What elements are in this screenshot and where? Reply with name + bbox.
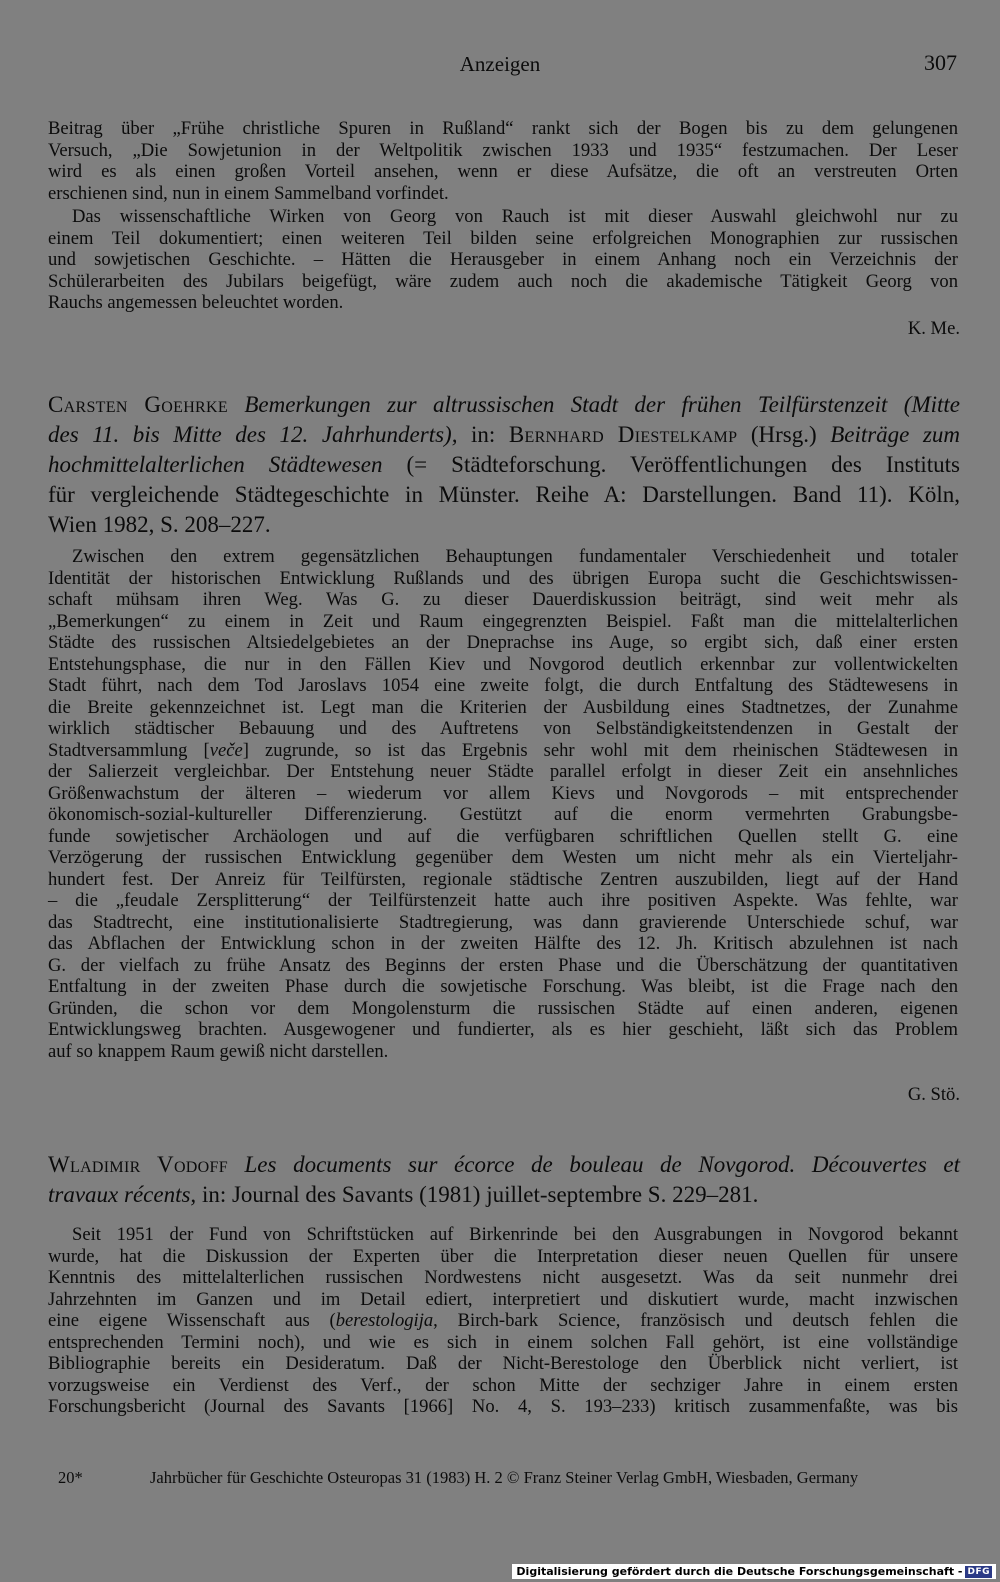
citation-pages: Wien 1982, S. 208–227. (48, 512, 271, 537)
review1-signature: K. Me. (907, 318, 960, 339)
signature-mark: 20* (58, 1468, 83, 1487)
citation-goehrke (48, 390, 960, 540)
text-line: das Stadtrecht, eine institutionalisierte Stadtregierung, was dann gravierende Unterschiede schuf, war (48, 911, 958, 933)
text-fragment: , Birch-bark Science, französisch und deutsch fehlen die (433, 1310, 958, 1331)
review3-paragraph (48, 1224, 958, 1418)
term-berestologija: berestologija (335, 1310, 434, 1331)
text-line: funde sowjetischer Archäologen und auf die verfügbaren schriftlichen Quellen stellt G. eine (48, 825, 958, 847)
citation-series: (= Städteforschung. Veröffentlichungen des Instituts (382, 452, 961, 477)
review2-signature: G. Stö. (907, 1084, 960, 1105)
text-line (48, 740, 958, 762)
text-line: schaft mühsam ihren Weg. Was G. zu dieser Dauerdiskussion beiträgt, sind weit mehr als (48, 589, 958, 610)
review1-paragraph-2 (48, 206, 958, 314)
dfg-notice-text: Digitalisierung gefördert durch die Deutsche Forschungsgemeinschaft - (516, 1565, 963, 1578)
citation-title: travaux récents, (48, 1182, 197, 1207)
citation-author: Carsten Goehrke (48, 392, 228, 417)
text-line: vorzugsweise ein Verdienst des Verf., der schon Mitte der sechziger Jahre in einem ersten (48, 1374, 958, 1396)
text-line: Rauchs angemessen beleuchtet worden. (48, 292, 344, 313)
text-line: das Abflachen der Entwicklung schon in der zweiten Hälfte des 12. Jh. Kritisch abzulehnen ist nach (48, 933, 958, 954)
citation-vodoff (48, 1150, 960, 1210)
text-line: Identität der historischen Entwicklung Rußlands und des übrigen Europa sucht die Geschichtswissen- (48, 567, 958, 589)
text-line: Jahrzehnten im Ganzen und im Detail ediert, interpretiert und diskutiert wurde, macht inzwischen (48, 1288, 958, 1310)
citation-title: Bemerkungen zur altrussischen Stadt der frühen Teilfürstenzeit (Mitte (244, 392, 960, 417)
citation-book-title: Beiträge zum (830, 422, 960, 447)
text-line: „Bemerkungen“ zu einem in Zeit und Raum eingegrenzten Beispiel. Faßt man die mittelalterlichen (48, 610, 958, 632)
text-line: Beitrag über „Frühe christliche Spuren in Rußland“ rankt sich der Bogen bis zu dem gelungenen (48, 118, 958, 139)
text-line: wurde, hat die Diskussion der Experten über die Interpretation dieser neuen Quellen für unsere (48, 1245, 958, 1267)
text-line: wirklich städtischer Bebauung und des Auftretens von Selbständigkeitstendenzen in Gestalt der (48, 718, 958, 739)
review1-paragraph-1 (48, 118, 958, 204)
citation-in: in: (457, 422, 509, 447)
text-line: hundert fest. Der Anreiz für Teilfürsten, regionale städtische Zentren auszubilden, liegt auf der Hand (48, 868, 958, 890)
text-line: Seit 1951 der Fund von Schriftstücken auf Birkenrinde bei den Ausgrabungen in Novgorod bekannt (72, 1224, 958, 1245)
text-line: wird es als einen großen Vorteil ansehen, wenn er diese Aufsätze, die oft an verstreuten Orten (48, 161, 958, 182)
running-header-title: Anzeigen (459, 52, 541, 76)
text-line: die Breite gekennzeichnet ist. Legt man die Kriterien der Ausbildung eines Stadtnetzes, der Zunahme (48, 696, 958, 718)
text-line: Städte des russischen Altsiedelgebietes an der Dneprachse ins Auge, so ergibt sich, daß einer ersten (48, 632, 958, 653)
text-line: Entfaltung in der zweiten Phase durch die sowjetische Forschung. Was bleibt, ist die Frage nach den (48, 976, 958, 997)
term-veche: veče (209, 739, 243, 761)
text-fragment: Stadtversammlung [ (48, 739, 210, 761)
citation-source: in: Journal des Savants (1981) juillet-septembre S. 229–281. (196, 1182, 759, 1207)
text-line: Bibliographie bereits ein Desideratum. Daß der Nicht-Berestologe den Überblick nicht verliert, ist (48, 1353, 958, 1374)
dfg-logo: DFG (967, 1566, 990, 1577)
text-fragment: ] zugrunde, so ist das Ergebnis sehr wohl mit dem rheinischen Städtewesen in (242, 739, 959, 761)
citation-editor-role: (Hrsg.) (737, 422, 831, 447)
text-line: Versuch, „Die Sowjetunion in der Weltpolitik zwischen 1933 und 1935“ festzumachen. Der Leser (48, 139, 958, 161)
text-line: ökonomisch-sozial-kultureller Differenzierung. Gestützt auf die enorm vermehrten Grabungsbe- (48, 804, 958, 825)
text-line: erschienen sind, nun in einem Sammelband vorfindet. (48, 182, 449, 204)
page-number: 307 (924, 50, 957, 75)
text-line: entsprechenden Termini noch), und wie es sich in einem solchen Fall gehört, ist eine vollständige (48, 1331, 958, 1353)
text-line: Größenwachstum der älteren – wiederum vor allem Kievs und Novgorods – mit entsprechender (48, 782, 958, 804)
citation-title: des 11. bis Mitte des 12. Jahrhunderts), (48, 422, 458, 447)
page-footer (58, 1468, 958, 1488)
text-line: Kenntnis des mittelalterlichen russischen Nordwestens nicht ausgesetzt. Was da seit nunmehr drei (48, 1267, 958, 1288)
text-line: – die „feudale Zersplitterung“ der Teilfürstenzeit hatte auch ihre positiven Aspekte. Was fehlte, war (48, 890, 958, 911)
text-line: auf so knappem Raum gewiß nicht darstellen. (48, 1040, 389, 1062)
dfg-notice (512, 1564, 996, 1579)
text-line: Schülerarbeiten des Jubilars beigefügt, wäre zudem auch noch die akademische Tätigkeit Georg von (48, 270, 958, 292)
citation-series: für vergleichende Städtegeschichte in Münster. Reihe A: Darstellungen. Band 11). Köln, (48, 482, 960, 507)
text-line: Gründen, die schon vor dem Mongolensturm die russischen Städte auf einen anderen, eigenen (48, 997, 958, 1019)
text-line: Verzögerung der russischen Entwicklung gegenüber dem Westen um nicht mehr als ein Vierteljahr- (48, 847, 958, 868)
review2-paragraph (48, 546, 958, 1062)
citation-book-title: hochmittelalterlichen Städtewesen (48, 452, 383, 477)
text-line: Entwicklungsweg brachten. Ausgewogener und fundierter, als es hier geschieht, läßt sich das Problem (48, 1019, 958, 1040)
text-line: G. der vielfach zu frühe Ansatz des Beginns der ersten Phase und die Überschätzung der quantitativen (48, 954, 958, 976)
text-line: und sowjetischen Geschichte. – Hätten die Herausgeber in einem Anhang noch ein Verzeichnis der (48, 249, 958, 270)
journal-imprint: Jahrbücher für Geschichte Osteuropas 31 (1983) H. 2 © Franz Steiner Verlag GmbH, Wiesbaden, Germany (150, 1468, 859, 1487)
citation-title: Les documents sur écorce de bouleau de Novgorod. Découvertes et (244, 1152, 961, 1177)
text-fragment: eine eigene Wissenschaft aus ( (48, 1310, 336, 1331)
text-line: Stadt führt, nach dem Tod Jaroslavs 1054 eine zweite folgt, die durch Entfaltung des Städtewesens in (48, 675, 958, 696)
text-line: Das wissenschaftliche Wirken von Georg von Rauch ist mit dieser Auswahl gleichwohl nur zu (72, 206, 958, 227)
text-line: einem Teil dokumentiert; einen weiteren Teil bilden seine erfolgreichen Monographien zur russischen (48, 227, 958, 249)
text-line: der Salierzeit vergleichbar. Der Entstehung neuer Städte parallel erfolgt in dieser Zeit ein ansehnliches (48, 761, 958, 782)
text-line: Entstehungsphase, die nur in den Fällen Kiev und Novgorod deutlich erkennbar zur vollentwickelten (48, 653, 958, 675)
citation-editor: Bernhard Diestelkamp (508, 422, 738, 447)
text-line: Zwischen den extrem gegensätzlichen Behauptungen fundamentaler Verschiedenheit und totaler (72, 546, 958, 567)
text-line (48, 1310, 958, 1332)
text-line: Forschungsbericht (Journal des Savants [1966] No. 4, S. 193–233) kritisch zusammenfaßte, was bis (48, 1396, 958, 1417)
citation-author: Wladimir Vodoff (48, 1152, 228, 1177)
